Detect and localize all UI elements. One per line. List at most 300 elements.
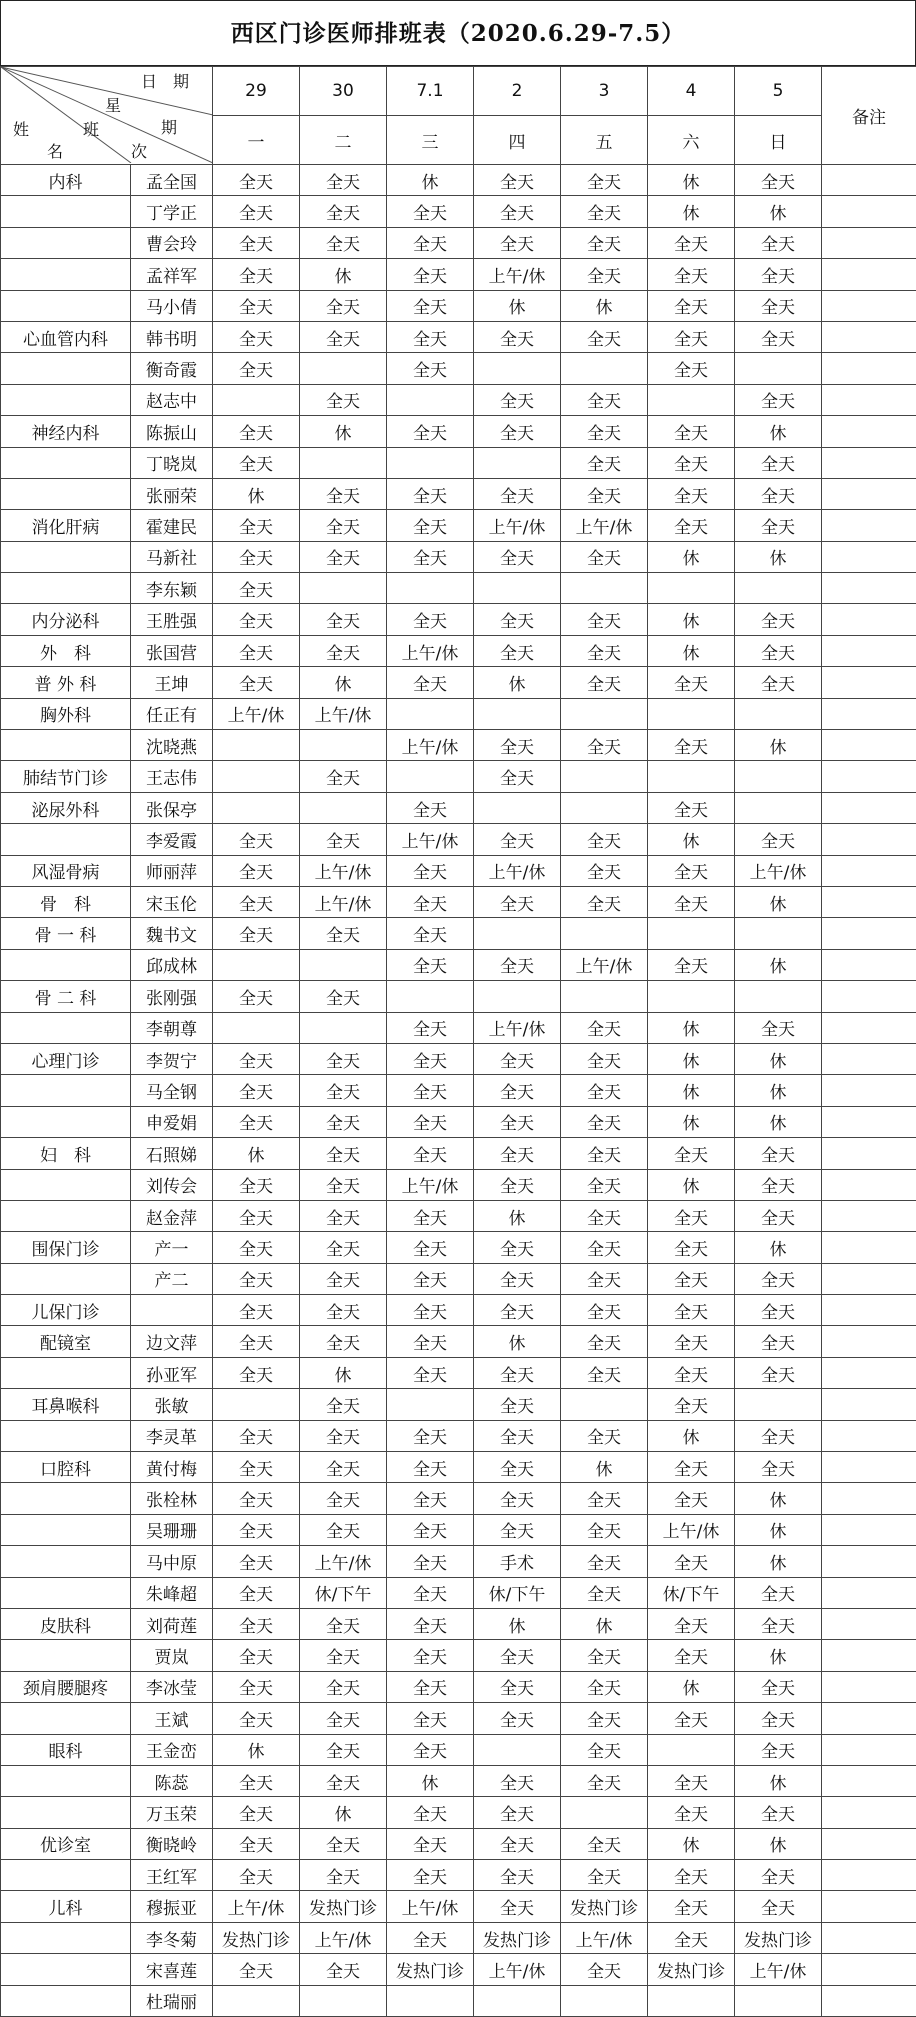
shift-cell — [561, 573, 648, 604]
shift-cell: 全天 — [561, 196, 648, 227]
department-cell — [1, 290, 131, 321]
shift-cell: 全天 — [561, 635, 648, 666]
shift-cell: 全天 — [561, 1671, 648, 1702]
table-row — [1, 384, 916, 415]
shift-cell: 全天 — [561, 165, 648, 196]
shift-cell: 全天 — [735, 604, 822, 635]
weekday-header: 四 — [474, 116, 561, 165]
shift-cell — [648, 981, 735, 1012]
remarks-cell — [822, 667, 916, 698]
shift-cell: 全天 — [213, 824, 300, 855]
remarks-cell — [822, 855, 916, 886]
shift-cell: 全天 — [648, 949, 735, 980]
shift-cell: 发热门诊 — [213, 1922, 300, 1953]
remarks-cell — [822, 1860, 916, 1891]
shift-cell — [648, 1985, 735, 2016]
shift-cell — [213, 1389, 300, 1420]
department-cell: 风湿骨病 — [1, 855, 131, 886]
shift-cell: 全天 — [474, 1043, 561, 1074]
shift-cell: 全天 — [300, 1703, 387, 1734]
shift-cell: 全天 — [474, 1263, 561, 1294]
shift-cell: 全天 — [648, 1922, 735, 1953]
doctor-name-cell: 宋喜莲 — [131, 1954, 213, 1985]
remarks-cell — [822, 1577, 916, 1608]
doctor-name-cell: 曹会玲 — [131, 227, 213, 258]
shift-cell: 全天 — [300, 1420, 387, 1451]
remarks-cell — [822, 918, 916, 949]
shift-cell: 休 — [735, 541, 822, 572]
shift-cell: 休 — [735, 1546, 822, 1577]
shift-cell: 全天 — [561, 1420, 648, 1451]
shift-cell: 全天 — [648, 730, 735, 761]
shift-cell: 全天 — [213, 1106, 300, 1137]
table-row — [1, 949, 916, 980]
doctor-name-cell: 沈晓燕 — [131, 730, 213, 761]
shift-cell: 全天 — [300, 541, 387, 572]
doctor-name-cell: 赵志中 — [131, 384, 213, 415]
shift-cell: 上午/休 — [387, 730, 474, 761]
remarks-cell — [822, 730, 916, 761]
remarks-cell — [822, 1891, 916, 1922]
shift-cell: 全天 — [300, 918, 387, 949]
shift-cell: 休 — [648, 1671, 735, 1702]
doctor-name-cell: 张刚强 — [131, 981, 213, 1012]
shift-cell: 全天 — [213, 573, 300, 604]
department-cell — [1, 478, 131, 509]
shift-cell — [474, 1985, 561, 2016]
department-cell — [1, 824, 131, 855]
shift-cell: 全天 — [213, 165, 300, 196]
shift-cell — [387, 761, 474, 792]
shift-cell: 休 — [387, 1765, 474, 1796]
department-cell: 心血管内科 — [1, 321, 131, 352]
shift-cell: 全天 — [561, 1734, 648, 1765]
shift-cell — [474, 353, 561, 384]
shift-cell: 全天 — [213, 1860, 300, 1891]
shift-cell: 全天 — [387, 227, 474, 258]
remarks-cell — [822, 1043, 916, 1074]
shift-cell: 上午/休 — [735, 1954, 822, 1985]
table-row — [1, 1954, 916, 1985]
doctor-name-cell: 赵金萍 — [131, 1200, 213, 1231]
shift-cell — [300, 1985, 387, 2016]
doctor-name-cell: 李灵革 — [131, 1420, 213, 1451]
shift-cell: 全天 — [387, 1640, 474, 1671]
department-cell — [1, 1985, 131, 2016]
shift-cell: 全天 — [387, 792, 474, 823]
table-row — [1, 981, 916, 1012]
remarks-cell — [822, 1420, 916, 1451]
shift-cell: 休 — [213, 1734, 300, 1765]
table-row — [1, 1420, 916, 1451]
shift-cell: 全天 — [387, 1546, 474, 1577]
shift-cell: 休 — [474, 1200, 561, 1231]
shift-cell: 全天 — [735, 1891, 822, 1922]
doctor-name-cell: 王红军 — [131, 1860, 213, 1891]
doctor-name-cell: 李朝尊 — [131, 1012, 213, 1043]
shift-cell: 全天 — [474, 1232, 561, 1263]
shift-cell: 上午/休 — [561, 949, 648, 980]
date-header: 3 — [561, 67, 648, 116]
shift-cell: 全天 — [213, 855, 300, 886]
shift-cell — [213, 761, 300, 792]
table-row — [1, 1765, 916, 1796]
shift-cell: 全天 — [735, 321, 822, 352]
shift-cell: 全天 — [561, 384, 648, 415]
table-row — [1, 604, 916, 635]
shift-cell: 休 — [648, 1012, 735, 1043]
shift-cell — [474, 1734, 561, 1765]
remarks-cell — [822, 1954, 916, 1985]
shift-cell: 休 — [735, 730, 822, 761]
shift-cell: 全天 — [735, 1797, 822, 1828]
table-row — [1, 196, 916, 227]
shift-cell: 全天 — [735, 478, 822, 509]
shift-cell: 全天 — [648, 353, 735, 384]
table-row — [1, 1640, 916, 1671]
shift-cell — [735, 353, 822, 384]
shift-cell: 全天 — [735, 635, 822, 666]
shift-cell: 全天 — [387, 1232, 474, 1263]
table-row — [1, 1138, 916, 1169]
shift-cell: 全天 — [648, 510, 735, 541]
remarks-cell — [822, 1828, 916, 1859]
shift-cell: 全天 — [213, 290, 300, 321]
shift-cell — [648, 1734, 735, 1765]
shift-cell: 全天 — [735, 1734, 822, 1765]
doctor-name-cell: 王斌 — [131, 1703, 213, 1734]
remarks-cell — [822, 1200, 916, 1231]
department-cell — [1, 196, 131, 227]
shift-cell: 全天 — [561, 1232, 648, 1263]
shift-cell — [387, 698, 474, 729]
shift-cell: 全天 — [213, 1232, 300, 1263]
shift-cell: 全天 — [648, 1138, 735, 1169]
shift-cell — [213, 730, 300, 761]
shift-cell: 全天 — [213, 1797, 300, 1828]
shift-cell: 全天 — [213, 259, 300, 290]
shift-cell: 全天 — [300, 1232, 387, 1263]
department-cell — [1, 1514, 131, 1545]
shift-cell: 全天 — [474, 1514, 561, 1545]
department-cell — [1, 259, 131, 290]
table-row — [1, 227, 916, 258]
remarks-cell — [822, 1608, 916, 1639]
shift-cell: 全天 — [213, 227, 300, 258]
shift-cell: 全天 — [387, 918, 474, 949]
shift-cell: 休 — [735, 1514, 822, 1545]
shift-cell: 全天 — [213, 1075, 300, 1106]
table-row — [1, 1012, 916, 1043]
corner-name-label: 姓 — [13, 117, 29, 140]
shift-cell: 全天 — [561, 667, 648, 698]
shift-cell — [561, 918, 648, 949]
shift-cell: 全天 — [474, 761, 561, 792]
shift-cell: 全天 — [387, 1483, 474, 1514]
shift-cell: 全天 — [648, 1703, 735, 1734]
table-row — [1, 1546, 916, 1577]
doctor-name-cell: 韩书明 — [131, 321, 213, 352]
shift-cell: 全天 — [300, 1954, 387, 1985]
shift-cell: 全天 — [300, 384, 387, 415]
shift-cell: 全天 — [213, 918, 300, 949]
department-cell: 优诊室 — [1, 1828, 131, 1859]
shift-cell: 全天 — [735, 1860, 822, 1891]
shift-cell: 全天 — [561, 1263, 648, 1294]
department-cell: 皮肤科 — [1, 1608, 131, 1639]
department-cell: 消化肝病 — [1, 510, 131, 541]
shift-cell: 休 — [300, 667, 387, 698]
shift-cell: 全天 — [561, 855, 648, 886]
remarks-cell — [822, 447, 916, 478]
shift-cell: 休 — [735, 1828, 822, 1859]
shift-cell — [474, 792, 561, 823]
shift-cell: 全天 — [474, 1295, 561, 1326]
shift-cell: 全天 — [735, 1671, 822, 1702]
shift-cell: 全天 — [474, 1703, 561, 1734]
shift-cell: 全天 — [648, 886, 735, 917]
doctor-name-cell: 马新社 — [131, 541, 213, 572]
shift-cell: 休 — [300, 1357, 387, 1388]
shift-cell: 全天 — [213, 1546, 300, 1577]
shift-cell: 全天 — [213, 447, 300, 478]
shift-cell: 全天 — [648, 447, 735, 478]
table-row — [1, 1232, 916, 1263]
shift-cell: 全天 — [213, 510, 300, 541]
shift-cell: 全天 — [648, 1232, 735, 1263]
shift-cell: 全天 — [474, 1357, 561, 1388]
table-row — [1, 1608, 916, 1639]
table-row — [1, 730, 916, 761]
department-cell — [1, 1922, 131, 1953]
shift-cell: 全天 — [474, 1765, 561, 1796]
shift-cell: 上午/休 — [300, 886, 387, 917]
table-row — [1, 510, 916, 541]
shift-cell: 全天 — [648, 1640, 735, 1671]
shift-cell: 全天 — [735, 1012, 822, 1043]
shift-cell: 全天 — [213, 981, 300, 1012]
shift-cell: 全天 — [213, 1765, 300, 1796]
shift-cell — [474, 698, 561, 729]
shift-cell — [561, 1389, 648, 1420]
shift-cell: 全天 — [648, 227, 735, 258]
doctor-name-cell: 刘荷莲 — [131, 1608, 213, 1639]
remarks-cell — [822, 1514, 916, 1545]
remarks-cell — [822, 259, 916, 290]
doctor-name-cell: 孟全国 — [131, 165, 213, 196]
shift-cell: 手术 — [474, 1546, 561, 1577]
table-row — [1, 1483, 916, 1514]
shift-cell: 全天 — [735, 1608, 822, 1639]
shift-cell: 全天 — [300, 1608, 387, 1639]
table-row — [1, 1985, 916, 2016]
shift-cell: 全天 — [474, 604, 561, 635]
shift-cell: 全天 — [474, 321, 561, 352]
remarks-cell — [822, 604, 916, 635]
shift-cell: 全天 — [474, 730, 561, 761]
doctor-name-cell: 宋玉伦 — [131, 886, 213, 917]
shift-cell: 休 — [648, 165, 735, 196]
shift-cell: 休 — [735, 1232, 822, 1263]
department-cell — [1, 447, 131, 478]
doctor-name-cell: 吴珊珊 — [131, 1514, 213, 1545]
shift-cell — [648, 573, 735, 604]
shift-cell: 全天 — [735, 447, 822, 478]
shift-cell: 全天 — [387, 1420, 474, 1451]
shift-cell: 发热门诊 — [300, 1891, 387, 1922]
shift-cell: 上午/休 — [474, 1012, 561, 1043]
doctor-name-cell: 张丽荣 — [131, 478, 213, 509]
shift-cell: 全天 — [387, 1326, 474, 1357]
department-cell — [1, 949, 131, 980]
shift-cell: 全天 — [561, 1860, 648, 1891]
shift-cell — [213, 1985, 300, 2016]
shift-cell: 全天 — [387, 1357, 474, 1388]
shift-cell — [300, 730, 387, 761]
shift-cell: 全天 — [474, 1891, 561, 1922]
shift-cell: 全天 — [735, 227, 822, 258]
doctor-name-cell: 王胜强 — [131, 604, 213, 635]
doctor-name-cell: 刘传会 — [131, 1169, 213, 1200]
shift-cell: 全天 — [300, 1640, 387, 1671]
remarks-cell — [822, 1263, 916, 1294]
table-row — [1, 698, 916, 729]
shift-cell: 全天 — [213, 1483, 300, 1514]
shift-cell: 全天 — [735, 1326, 822, 1357]
department-cell — [1, 730, 131, 761]
shift-cell — [561, 761, 648, 792]
shift-cell: 休 — [300, 259, 387, 290]
shift-cell: 全天 — [561, 604, 648, 635]
header-corner — [1, 67, 213, 165]
table-row — [1, 1860, 916, 1891]
shift-cell: 休 — [735, 886, 822, 917]
shift-cell: 全天 — [213, 1420, 300, 1451]
shift-cell: 全天 — [387, 1075, 474, 1106]
doctor-name-cell: 马全钢 — [131, 1075, 213, 1106]
shift-cell: 全天 — [561, 478, 648, 509]
shift-cell: 全天 — [213, 1954, 300, 1985]
remarks-cell — [822, 510, 916, 541]
shift-cell: 休 — [648, 196, 735, 227]
corner-date-label: 日 期 — [141, 69, 189, 92]
shift-cell: 上午/休 — [735, 855, 822, 886]
shift-cell: 全天 — [300, 1860, 387, 1891]
department-cell: 颈肩腰腿疼 — [1, 1671, 131, 1702]
date-header: 7.1 — [387, 67, 474, 116]
shift-cell: 休 — [474, 1608, 561, 1639]
shift-cell — [213, 1012, 300, 1043]
shift-cell: 全天 — [300, 1734, 387, 1765]
shift-cell: 休 — [735, 196, 822, 227]
shift-cell: 休 — [735, 1043, 822, 1074]
shift-cell: 全天 — [387, 1797, 474, 1828]
shift-cell: 全天 — [387, 667, 474, 698]
shift-cell: 休/下午 — [648, 1577, 735, 1608]
shift-cell: 全天 — [648, 1483, 735, 1514]
shift-cell: 全天 — [474, 1106, 561, 1137]
shift-cell: 全天 — [648, 259, 735, 290]
shift-cell: 全天 — [474, 886, 561, 917]
department-cell: 内分泌科 — [1, 604, 131, 635]
shift-cell: 休 — [213, 1138, 300, 1169]
shift-cell: 全天 — [387, 196, 474, 227]
shift-cell: 全天 — [474, 1389, 561, 1420]
shift-cell: 休/下午 — [474, 1577, 561, 1608]
shift-cell: 上午/休 — [300, 698, 387, 729]
remarks-cell — [822, 1357, 916, 1388]
shift-cell: 全天 — [648, 1263, 735, 1294]
department-cell: 儿保门诊 — [1, 1295, 131, 1326]
shift-cell: 全天 — [474, 1075, 561, 1106]
remarks-cell — [822, 1295, 916, 1326]
shift-cell — [300, 573, 387, 604]
shift-cell: 全天 — [387, 510, 474, 541]
shift-cell: 全天 — [648, 1608, 735, 1639]
table-row — [1, 478, 916, 509]
shift-cell: 全天 — [735, 1452, 822, 1483]
shift-cell: 全天 — [300, 981, 387, 1012]
shift-cell: 休/下午 — [300, 1577, 387, 1608]
date-header: 5 — [735, 67, 822, 116]
shift-cell: 全天 — [387, 1734, 474, 1765]
shift-cell — [387, 384, 474, 415]
shift-cell: 全天 — [300, 1326, 387, 1357]
shift-cell — [387, 1985, 474, 2016]
shift-cell: 上午/休 — [213, 1891, 300, 1922]
doctor-name-cell: 陈振山 — [131, 416, 213, 447]
doctor-name-cell: 贾岚 — [131, 1640, 213, 1671]
shift-cell: 全天 — [387, 541, 474, 572]
shift-cell — [561, 353, 648, 384]
department-cell — [1, 1012, 131, 1043]
shift-cell: 全天 — [213, 353, 300, 384]
table-row — [1, 447, 916, 478]
shift-cell: 全天 — [648, 1765, 735, 1796]
shift-cell: 全天 — [387, 259, 474, 290]
shift-cell: 全天 — [300, 1075, 387, 1106]
doctor-name-cell: 邱成林 — [131, 949, 213, 980]
department-cell: 骨 一 科 — [1, 918, 131, 949]
shift-cell: 全天 — [648, 1295, 735, 1326]
shift-cell: 发热门诊 — [561, 1891, 648, 1922]
department-cell — [1, 1954, 131, 1985]
doctor-name-cell: 孟祥军 — [131, 259, 213, 290]
shift-cell: 全天 — [474, 1860, 561, 1891]
shift-cell: 全天 — [474, 1483, 561, 1514]
shift-cell: 全天 — [474, 635, 561, 666]
shift-cell: 全天 — [561, 1075, 648, 1106]
shift-cell: 全天 — [213, 1452, 300, 1483]
shift-cell: 休 — [300, 416, 387, 447]
date-header: 29 — [213, 67, 300, 116]
shift-cell: 全天 — [474, 196, 561, 227]
shift-cell: 全天 — [735, 1703, 822, 1734]
shift-cell — [387, 1389, 474, 1420]
shift-cell — [735, 981, 822, 1012]
shift-cell: 全天 — [648, 416, 735, 447]
remarks-cell — [822, 761, 916, 792]
shift-cell: 全天 — [561, 1483, 648, 1514]
shift-cell: 发热门诊 — [735, 1922, 822, 1953]
doctor-name-cell: 李贺宁 — [131, 1043, 213, 1074]
shift-cell: 全天 — [735, 824, 822, 855]
shift-cell: 全天 — [387, 855, 474, 886]
shift-cell — [648, 761, 735, 792]
shift-cell: 上午/休 — [300, 1922, 387, 1953]
shift-cell: 全天 — [474, 1797, 561, 1828]
shift-cell — [561, 1797, 648, 1828]
